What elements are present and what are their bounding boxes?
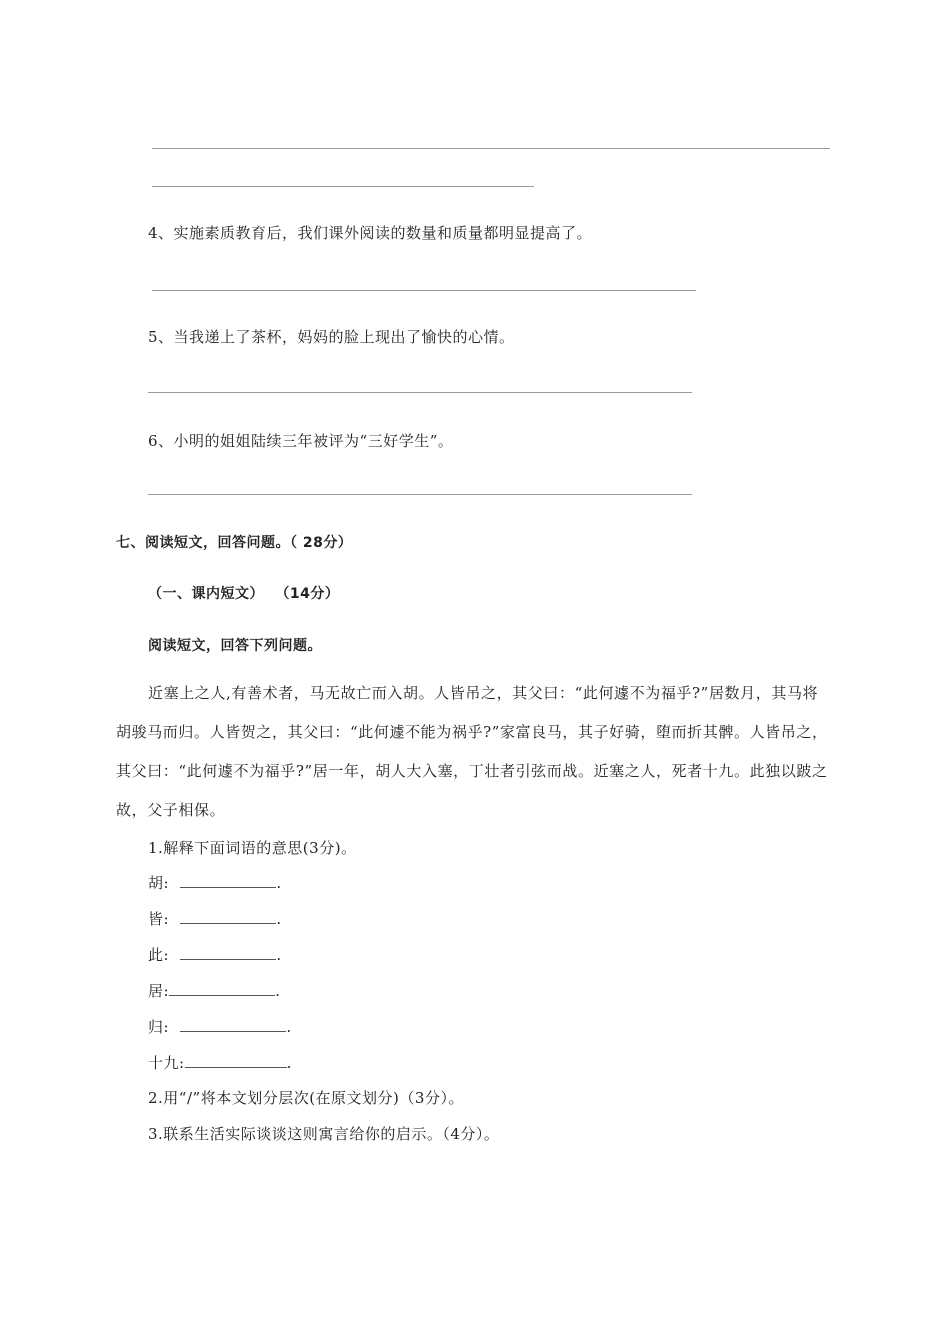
word-label: 归:: [148, 1018, 170, 1036]
word-label: 胡:: [148, 874, 170, 892]
word-item: [148, 1016, 292, 1037]
question-3: 3.联系生活实际谈谈这则寓言给你的启示。（4分）。: [148, 1125, 500, 1143]
blank-field[interactable]: [180, 945, 276, 960]
blank-field[interactable]: [180, 1017, 286, 1032]
blank-field[interactable]: [180, 909, 276, 924]
word-end: .: [286, 1054, 292, 1072]
answer-line: [152, 186, 534, 187]
question-1: 1.解释下面词语的意思(3分)。: [148, 839, 357, 857]
word-item: [148, 908, 282, 929]
question-6: 6、小明的姐姐陆续三年被评为“三好学生”。: [148, 432, 454, 450]
word-item: [148, 944, 282, 965]
question-2: 2.用“/”将本文划分层次(在原文划分)（3分）。: [148, 1089, 464, 1107]
answer-line: [152, 148, 830, 149]
word-item: [148, 872, 282, 893]
answer-line: [148, 392, 692, 393]
subsection-title: （一、课内短文） （14分）: [148, 586, 340, 602]
word-label: 十九:: [148, 1054, 185, 1072]
question-5: 5、当我递上了茶杯，妈妈的脸上现出了愉快的心情。: [148, 328, 515, 346]
blank-field[interactable]: [185, 1053, 287, 1068]
instruction: 阅读短文，回答下列问题。: [148, 638, 322, 654]
word-item: [148, 980, 280, 1001]
passage: 近塞上之人,有善术者，马无故亡而入胡。人皆吊之，其父曰：“此何遽不为福乎?”居数月，其马将胡骏马而归。人皆贺之，其父曰：“此何遽不能为祸乎?”家富良马，其子好骑，堕而折其髀。人皆吊之，其父曰：“此何遽不为福乎?”居一年，胡人大入塞，丁壮者引弦而战。近塞之人，死者十九。此独以跛之故，父子相保。: [116, 684, 828, 819]
answer-line: [152, 290, 696, 291]
blank-field[interactable]: [180, 873, 276, 888]
answer-line: [148, 494, 692, 495]
word-end: .: [276, 910, 282, 928]
section-title: 七、阅读短文，回答问题。（ 28分）: [116, 535, 353, 551]
word-item: [148, 1052, 292, 1073]
word-end: .: [276, 874, 282, 892]
word-label: 居:: [148, 982, 170, 1000]
question-4: 4、实施素质教育后，我们课外阅读的数量和质量都明显提高了。: [148, 224, 593, 242]
word-end: .: [286, 1018, 292, 1036]
word-end: .: [275, 982, 281, 1000]
word-label: 此:: [148, 946, 170, 964]
word-label: 皆:: [148, 910, 170, 928]
word-end: .: [276, 946, 282, 964]
blank-field[interactable]: [169, 981, 275, 996]
